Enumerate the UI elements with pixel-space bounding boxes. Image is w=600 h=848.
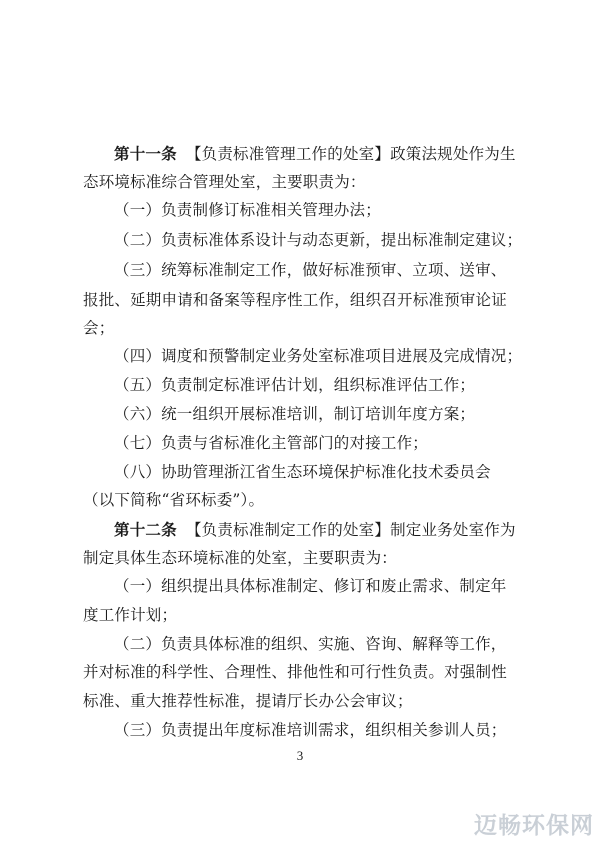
article-12-item-2: （二）负责具体标准的组织、实施、咨询、解释等工作， — [114, 635, 507, 653]
article-11-bracket-title: 【负责标准管理工作的处室】 — [185, 145, 391, 163]
article-12-bracket-title: 【负责标准制定工作的处室】 — [185, 521, 391, 539]
article-11-item-3-end: 会； — [83, 319, 115, 337]
article-12-first-line — [114, 519, 516, 541]
article-11-item-8: （八）协助管理浙江省生态环境保护标准化技术委员会 — [114, 463, 491, 481]
article-11-item-5: （五）负责制定标准评估计划，组织标准评估工作； — [114, 376, 476, 394]
article-11-heading: 第十一条 — [114, 144, 177, 163]
article-11-item-7: （七）负责与省标准化主管部门的对接工作； — [114, 434, 429, 452]
article-12-item-1-cont: 度工作计划； — [83, 606, 178, 624]
article-11-item-3-cont: 报批、延期申请和备案等程序性工作，组织召开标准预审论证 — [83, 291, 507, 309]
watermark-logo: 迈畅环保网 — [474, 813, 594, 839]
article-11-item-2: （二）负责标准体系设计与动态更新，提出标准制定建议； — [114, 231, 523, 249]
article-11-first-line — [114, 143, 516, 165]
article-12-intro-line1: 制定业务处室作为 — [390, 521, 516, 539]
article-11-intro-line1: 政策法规处作为生 — [390, 145, 516, 163]
article-12-item-3: （三）负责提出年度标准培训需求，组织相关参训人员； — [114, 721, 507, 739]
article-11-item-3: （三）统筹标准制定工作，做好标准预审、立项、送审、 — [114, 261, 507, 279]
article-12-heading: 第十二条 — [114, 520, 177, 539]
article-11-item-6: （六）统一组织开展标准培训，制订培训年度方案； — [114, 405, 476, 423]
article-12-item-1: （一）组织提出具体标准制定、修订和废止需求、制定年 — [114, 577, 507, 595]
article-12-intro-line2: 制定具体生态环境标准的处室，主要职责为： — [83, 549, 398, 567]
article-11-item-8-cont: （以下简称“省环标委”）。 — [83, 491, 265, 509]
article-11-intro-line2: 态环境标准综合管理处室，主要职责为： — [83, 173, 366, 191]
article-12-item-2-end: 标准、重大推荐性标准，提请厅长办公会审议； — [83, 692, 413, 710]
article-11-item-4: （四）调度和预警制定业务处室标准项目进展及完成情况； — [114, 347, 523, 365]
page-number: 3 — [296, 748, 304, 763]
article-11-item-1: （一）负责制修订标准相关管理办法； — [114, 201, 381, 219]
article-12-item-2-cont: 并对标准的科学性、合理性、排他性和可行性负责。对强制性 — [83, 663, 507, 681]
